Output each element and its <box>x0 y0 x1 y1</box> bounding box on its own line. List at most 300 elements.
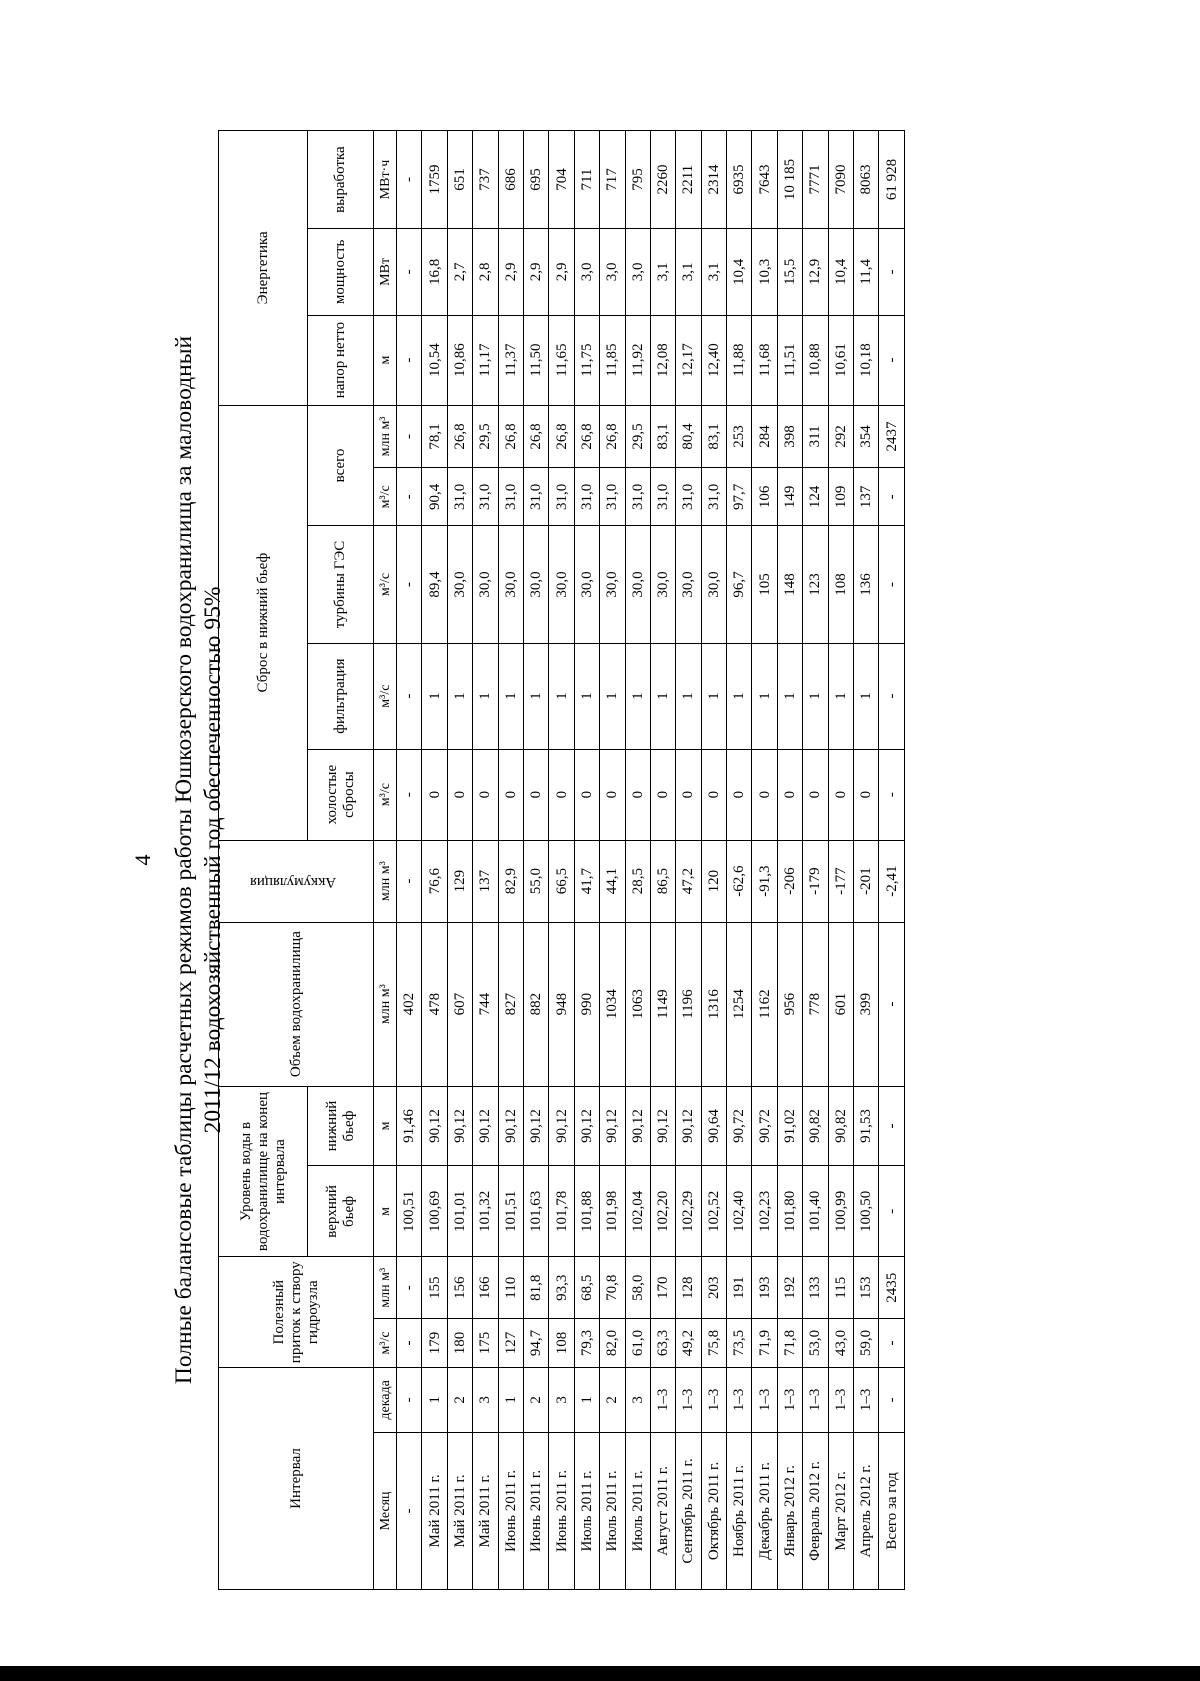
table-cell: 31,0 <box>523 468 548 526</box>
unit-lower: м <box>374 1086 397 1166</box>
table-cell: 203 <box>701 1257 726 1318</box>
table-cell: 1 <box>650 643 675 749</box>
table-cell: 153 <box>854 1257 879 1318</box>
table-cell: - <box>397 840 422 922</box>
table-cell: 3,1 <box>650 229 675 316</box>
table-cell: - <box>397 405 422 468</box>
table-cell: 31,0 <box>650 468 675 526</box>
table-cell: 90,12 <box>574 1086 599 1166</box>
header-decade: декада <box>374 1367 397 1432</box>
table-cell: Декабрь 2011 г. <box>752 1432 777 1589</box>
table-cell: Май 2011 г. <box>473 1432 498 1589</box>
table-cell: Май 2011 г. <box>447 1432 472 1589</box>
table-cell: 1 <box>498 1367 523 1432</box>
table-cell: 30,0 <box>650 526 675 643</box>
table-cell: 31,0 <box>549 468 574 526</box>
table-cell: 0 <box>422 749 447 840</box>
table-row <box>574 131 599 1590</box>
table-cell: 109 <box>828 468 853 526</box>
table-cell: -179 <box>803 840 828 922</box>
table-cell: 94,7 <box>523 1318 548 1367</box>
table-cell: 11,65 <box>549 315 574 405</box>
table-cell: - <box>397 749 422 840</box>
table-cell: 115 <box>828 1257 853 1318</box>
table-cell: 0 <box>574 749 599 840</box>
table-cell: 123 <box>803 526 828 643</box>
table-cell: 90,72 <box>727 1086 752 1166</box>
table-cell: 31,0 <box>498 468 523 526</box>
balance-table <box>218 130 905 1590</box>
table-cell: 399 <box>854 922 879 1086</box>
table-cell: 1–3 <box>676 1367 701 1432</box>
table-cell: 90,12 <box>498 1086 523 1166</box>
table-cell: 2,9 <box>549 229 574 316</box>
table-cell: 1 <box>727 643 752 749</box>
table-cell: 12,17 <box>676 315 701 405</box>
table-cell: 58,0 <box>625 1257 650 1318</box>
table-cell: 0 <box>473 749 498 840</box>
table-cell: 398 <box>777 405 802 468</box>
table-cell: 31,0 <box>447 468 472 526</box>
table-cell: - <box>879 468 904 526</box>
table-cell: 12,40 <box>701 315 726 405</box>
table-cell: 11,68 <box>752 315 777 405</box>
table-cell: 10,61 <box>828 315 853 405</box>
table-cell: 1 <box>828 643 853 749</box>
table-cell: 124 <box>803 468 828 526</box>
table-cell: 193 <box>752 1257 777 1318</box>
table-cell: 1759 <box>422 131 447 229</box>
unit-volume: млн м³ <box>374 922 397 1086</box>
table-row <box>523 131 548 1590</box>
table-cell: 1–3 <box>777 1367 802 1432</box>
table-cell: 71,9 <box>752 1318 777 1367</box>
table-cell: 795 <box>625 131 650 229</box>
table-cell: 7643 <box>752 131 777 229</box>
table-cell: 90,12 <box>422 1086 447 1166</box>
unit-filtration: м³/с <box>374 643 397 749</box>
table-cell: 93,3 <box>549 1257 574 1318</box>
table-cell: 30,0 <box>549 526 574 643</box>
table-cell: 137 <box>854 468 879 526</box>
table-cell: 100,69 <box>422 1166 447 1257</box>
table-cell: 0 <box>727 749 752 840</box>
header-output: выработка <box>308 131 374 229</box>
table-cell: - <box>879 1086 904 1166</box>
table-cell: 30,0 <box>701 526 726 643</box>
table-cell: - <box>397 131 422 229</box>
table-cell: 71,8 <box>777 1318 802 1367</box>
table-cell: -177 <box>828 840 853 922</box>
table-cell: 11,51 <box>777 315 802 405</box>
table-cell: 2 <box>447 1367 472 1432</box>
table-cell: 127 <box>498 1318 523 1367</box>
unit-turbines: м³/с <box>374 526 397 643</box>
table-cell: 100,51 <box>397 1166 422 1257</box>
table-row <box>447 131 472 1590</box>
unit-accum: млн м³ <box>374 840 397 922</box>
table-cell: 31,0 <box>676 468 701 526</box>
table-cell: - <box>397 315 422 405</box>
table-cell: 136 <box>854 526 879 643</box>
table-cell: 96,7 <box>727 526 752 643</box>
table-cell: 149 <box>777 468 802 526</box>
table-cell: 10,4 <box>727 229 752 316</box>
table-cell: 6935 <box>727 131 752 229</box>
table-cell: 166 <box>473 1257 498 1318</box>
table-cell: 2437 <box>879 405 904 468</box>
table-cell: Март 2012 г. <box>828 1432 853 1589</box>
table-cell: 0 <box>498 749 523 840</box>
table-cell: 956 <box>777 922 802 1086</box>
table-cell: 28,5 <box>625 840 650 922</box>
table-cell: 0 <box>523 749 548 840</box>
table-cell: 101,88 <box>574 1166 599 1257</box>
table-cell: 0 <box>828 749 853 840</box>
table-cell: - <box>879 229 904 316</box>
table-cell: - <box>397 1257 422 1318</box>
table-cell: 101,80 <box>777 1166 802 1257</box>
header-accumulation-text: Аккумуляция <box>250 873 337 890</box>
table-cell: 3,0 <box>574 229 599 316</box>
table-cell: 1–3 <box>701 1367 726 1432</box>
table-cell: 2,9 <box>498 229 523 316</box>
table-cell: 2,9 <box>523 229 548 316</box>
table-cell: 191 <box>727 1257 752 1318</box>
table-cell: 31,0 <box>625 468 650 526</box>
table-cell: 90,72 <box>752 1086 777 1166</box>
table-cell: 101,01 <box>447 1166 472 1257</box>
table-cell: 711 <box>574 131 599 229</box>
table-cell: - <box>397 526 422 643</box>
table-cell: 79,3 <box>574 1318 599 1367</box>
table-cell: Август 2011 г. <box>650 1432 675 1589</box>
table-row <box>625 131 650 1590</box>
header-filtration: фильтрация <box>308 643 374 749</box>
table-cell: -2,41 <box>879 840 904 922</box>
table-cell: 827 <box>498 922 523 1086</box>
table-cell: 75,8 <box>701 1318 726 1367</box>
table-cell: 90,12 <box>523 1086 548 1166</box>
table-cell: 101,32 <box>473 1166 498 1257</box>
table-row <box>727 131 752 1590</box>
table-cell: 30,0 <box>676 526 701 643</box>
table-cell: - <box>879 315 904 405</box>
header-lower-pool: нижний бьеф <box>308 1086 374 1166</box>
table-cell: 3 <box>549 1367 574 1432</box>
table-cell: 101,98 <box>600 1166 625 1257</box>
table-cell: - <box>879 643 904 749</box>
table-cell: 2,7 <box>447 229 472 316</box>
table-cell: Январь 2012 г. <box>777 1432 802 1589</box>
table-cell: 148 <box>777 526 802 643</box>
table-cell: 1–3 <box>727 1367 752 1432</box>
table-cell: 16,8 <box>422 229 447 316</box>
table-cell: 0 <box>676 749 701 840</box>
table-cell: 11,75 <box>574 315 599 405</box>
table-cell: 1 <box>422 643 447 749</box>
table-cell: 292 <box>828 405 853 468</box>
table-cell: 102,23 <box>752 1166 777 1257</box>
table-cell: 90,12 <box>473 1086 498 1166</box>
table-cell: 108 <box>828 526 853 643</box>
table-cell: 133 <box>803 1257 828 1318</box>
table-cell: 30,0 <box>473 526 498 643</box>
unit-upper: м <box>374 1166 397 1257</box>
table-cell: 0 <box>854 749 879 840</box>
table-cell: 1034 <box>600 922 625 1086</box>
header-volume: Объем водохранилища <box>219 922 374 1086</box>
table-cell: 948 <box>549 922 574 1086</box>
table-cell: 10,3 <box>752 229 777 316</box>
table-cell: 3,1 <box>676 229 701 316</box>
table-row <box>473 131 498 1590</box>
table-cell: 108 <box>549 1318 574 1367</box>
header-discharge: Сброс в нижний бьеф <box>219 405 308 840</box>
table-cell: 30,0 <box>600 526 625 643</box>
table-row <box>752 131 777 1590</box>
table-cell: 102,52 <box>701 1166 726 1257</box>
table-cell: 90,82 <box>828 1086 853 1166</box>
table-cell: 101,63 <box>523 1166 548 1257</box>
table-cell: 253 <box>727 405 752 468</box>
table-cell: 2211 <box>676 131 701 229</box>
unit-total-v: млн м³ <box>374 405 397 468</box>
table-cell: 155 <box>422 1257 447 1318</box>
table-row <box>828 131 853 1590</box>
table-cell: -62,6 <box>727 840 752 922</box>
table-cell: 717 <box>600 131 625 229</box>
table-cell: 3 <box>473 1367 498 1432</box>
table-cell: 1 <box>498 643 523 749</box>
table-cell: 1–3 <box>650 1367 675 1432</box>
table-cell: 1 <box>473 643 498 749</box>
unit-output: МВт·ч <box>374 131 397 229</box>
table-cell: 82,9 <box>498 840 523 922</box>
table-cell: 0 <box>701 749 726 840</box>
header-upper-pool: верхний бьеф <box>308 1166 374 1257</box>
table-row <box>676 131 701 1590</box>
header-energy: Энергетика <box>219 131 308 406</box>
table-cell: 78,1 <box>422 405 447 468</box>
table-cell: 1 <box>574 1367 599 1432</box>
table-cell: 10,54 <box>422 315 447 405</box>
table-cell: 26,8 <box>600 405 625 468</box>
table-row <box>650 131 675 1590</box>
table-cell: 1149 <box>650 922 675 1086</box>
table-cell: 59,0 <box>854 1318 879 1367</box>
table-cell: 1 <box>803 643 828 749</box>
header-inflow: Полезный приток к створу гидроузла <box>219 1257 374 1367</box>
table-cell: 41,7 <box>574 840 599 922</box>
table-cell: 91,53 <box>854 1086 879 1166</box>
table-cell: - <box>397 229 422 316</box>
table-cell: 156 <box>447 1257 472 1318</box>
table-cell: 990 <box>574 922 599 1086</box>
table-cell: 882 <box>523 922 548 1086</box>
table-cell: 1 <box>447 643 472 749</box>
table-cell: 129 <box>447 840 472 922</box>
table-cell: 80,4 <box>676 405 701 468</box>
table-row <box>777 131 802 1590</box>
table-cell: 11,4 <box>854 229 879 316</box>
table-cell: 2260 <box>650 131 675 229</box>
table-cell: 90,12 <box>625 1086 650 1166</box>
table-cell: 90,12 <box>650 1086 675 1166</box>
table-cell: Всего за год <box>879 1432 904 1589</box>
table-cell: 686 <box>498 131 523 229</box>
table-cell: 83,1 <box>701 405 726 468</box>
table-cell: 778 <box>803 922 828 1086</box>
table-cell: 61,0 <box>625 1318 650 1367</box>
table-cell: 2,8 <box>473 229 498 316</box>
unit-head: м <box>374 315 397 405</box>
header-head: напор нетто <box>308 315 374 405</box>
table-cell: 1 <box>777 643 802 749</box>
table-cell: 11,17 <box>473 315 498 405</box>
table-cell: 478 <box>422 922 447 1086</box>
table-cell: 26,8 <box>574 405 599 468</box>
table-cell: 12,08 <box>650 315 675 405</box>
table-cell: 1 <box>676 643 701 749</box>
table-cell: 110 <box>498 1257 523 1318</box>
table-cell: 0 <box>447 749 472 840</box>
table-row <box>600 131 625 1590</box>
table-cell: 11,37 <box>498 315 523 405</box>
table-cell: 31,0 <box>701 468 726 526</box>
table-cell: 3,0 <box>600 229 625 316</box>
table-cell: 1316 <box>701 922 726 1086</box>
table-cell: 354 <box>854 405 879 468</box>
table-cell: 2 <box>523 1367 548 1432</box>
table-row <box>701 131 726 1590</box>
table-cell: - <box>397 1367 422 1432</box>
table-cell: 100,99 <box>828 1166 853 1257</box>
table-cell: 101,78 <box>549 1166 574 1257</box>
table-cell: 101,40 <box>803 1166 828 1257</box>
table-cell: 0 <box>650 749 675 840</box>
table-cell: - <box>397 468 422 526</box>
table-cell: 3,0 <box>625 229 650 316</box>
table-cell: 3,1 <box>701 229 726 316</box>
table-cell: 175 <box>473 1318 498 1367</box>
table-cell: 15,5 <box>777 229 802 316</box>
table-cell: 11,92 <box>625 315 650 405</box>
unit-inflow-q: м³/с <box>374 1318 397 1367</box>
table-cell: 82,0 <box>600 1318 625 1367</box>
table-cell: Май 2011 г. <box>422 1432 447 1589</box>
table-cell: 30,0 <box>447 526 472 643</box>
table-cell: 1254 <box>727 922 752 1086</box>
table-cell: 10,86 <box>447 315 472 405</box>
unit-total-q: м³/с <box>374 468 397 526</box>
table-cell: 0 <box>600 749 625 840</box>
header-month: Месяц <box>374 1432 397 1589</box>
unit-power: МВт <box>374 229 397 316</box>
table-cell: 30,0 <box>574 526 599 643</box>
table-cell: 1 <box>549 643 574 749</box>
table-cell: - <box>879 922 904 1086</box>
table-cell: 1 <box>600 643 625 749</box>
header-turbines: турбины ГЭС <box>308 526 374 643</box>
table-cell: 26,8 <box>447 405 472 468</box>
table-cell: 31,0 <box>473 468 498 526</box>
table-cell: - <box>879 1166 904 1257</box>
table-cell: 601 <box>828 922 853 1086</box>
table-cell: 1 <box>701 643 726 749</box>
table-cell: 192 <box>777 1257 802 1318</box>
table-cell: 651 <box>447 131 472 229</box>
table-cell: 29,5 <box>625 405 650 468</box>
table-cell: 76,6 <box>422 840 447 922</box>
table-cell: 90,12 <box>600 1086 625 1166</box>
table-cell: -201 <box>854 840 879 922</box>
table-cell: 402 <box>397 922 422 1086</box>
table-cell: 3 <box>625 1367 650 1432</box>
table-cell: 90,4 <box>422 468 447 526</box>
table-cell: 8063 <box>854 131 879 229</box>
page-number: 4 <box>130 854 155 866</box>
table-cell: 10,4 <box>828 229 853 316</box>
table-row <box>422 131 447 1590</box>
table-cell: - <box>879 1367 904 1432</box>
table-cell: 1196 <box>676 922 701 1086</box>
header-total: всего <box>308 405 374 526</box>
table-cell: Февраль 2012 г. <box>803 1432 828 1589</box>
table-cell: 1063 <box>625 922 650 1086</box>
table-cell: 704 <box>549 131 574 229</box>
table-row <box>879 131 904 1590</box>
table-cell: 2314 <box>701 131 726 229</box>
table-cell: 179 <box>422 1318 447 1367</box>
table-cell: 0 <box>777 749 802 840</box>
table-cell: 83,1 <box>650 405 675 468</box>
table-cell: 137 <box>473 840 498 922</box>
table-cell: 90,82 <box>803 1086 828 1166</box>
table-cell: 0 <box>752 749 777 840</box>
unit-idle: м³/с <box>374 749 397 840</box>
table-cell: 26,8 <box>498 405 523 468</box>
table-cell: 86,5 <box>650 840 675 922</box>
table-cell: - <box>397 1432 422 1589</box>
table-cell: - <box>879 749 904 840</box>
table-cell: Октябрь 2011 г. <box>701 1432 726 1589</box>
table-cell: Сентябрь 2011 г. <box>676 1432 701 1589</box>
header-interval: Интервал <box>219 1367 374 1589</box>
table-row <box>803 131 828 1590</box>
table-cell: 7771 <box>803 131 828 229</box>
table-row <box>498 131 523 1590</box>
table-cell: 128 <box>676 1257 701 1318</box>
table-cell: 73,5 <box>727 1318 752 1367</box>
table-cell: 53,0 <box>803 1318 828 1367</box>
table-cell: 66,5 <box>549 840 574 922</box>
unit-inflow-v: млн м³ <box>374 1257 397 1318</box>
table-cell: 0 <box>625 749 650 840</box>
table-cell: 1162 <box>752 922 777 1086</box>
header-power: мощность <box>308 229 374 316</box>
table-cell: 10 185 <box>777 131 802 229</box>
table-cell: 105 <box>752 526 777 643</box>
table-cell: Июль 2011 г. <box>625 1432 650 1589</box>
table-cell: 10,88 <box>803 315 828 405</box>
table-cell: 30,0 <box>625 526 650 643</box>
table-cell: 90,12 <box>549 1086 574 1166</box>
table-cell: 61 928 <box>879 131 904 229</box>
table-cell: - <box>879 1318 904 1367</box>
table-cell: Июль 2011 г. <box>600 1432 625 1589</box>
table-cell: -206 <box>777 840 802 922</box>
